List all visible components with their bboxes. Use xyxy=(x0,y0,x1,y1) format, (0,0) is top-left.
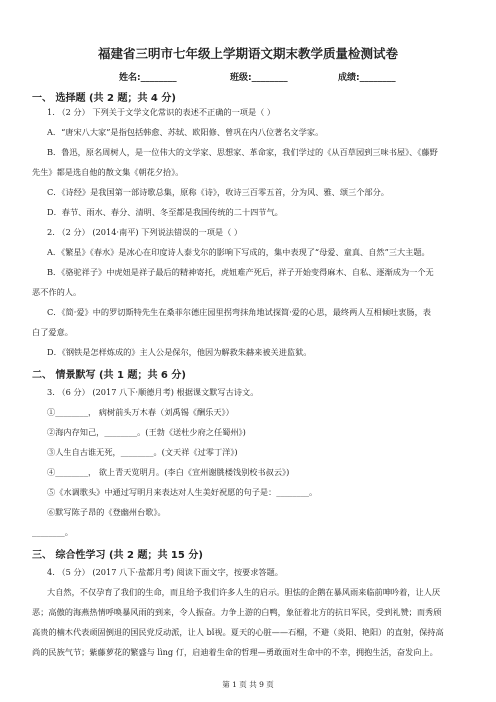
question-line: 1. （2 分） 下列关于文学文化常识的表述不正确的一项是（ ） xyxy=(47,107,276,117)
fill-blank-line: ⑤《水调歌头》中通过写明月来表达对人生美好祝愿的句子是：________。 xyxy=(47,487,318,497)
option-line: A．《繁星》《春水》是冰心在印度诗人泰戈尔的影响下写成的，集中表现了“母爱、童真、自然”三大主题。 xyxy=(47,247,430,257)
passage-line: 大自然，不仅孕育了我们的生命，而且给予我们许多人生的启示。胆怯的企鹅在暴风雨来临前呻吟着，让人厌 xyxy=(47,587,441,597)
option-line: B．鲁迅，原名周树人，是一位伟大的文学家、思想家、革命家，我们学过的《从百草园到三味书屋》、《藤野 xyxy=(47,147,438,157)
option-line: 先生》都是选自他的散文集《朝花夕拾》。 xyxy=(32,167,184,177)
passage-line: 尚的民族气节；紫藤萝花的繁盛与 lìng 仃，启迪着生命的哲理—勇敢面对生命中的不幸，拥抱生活，奋发向上。 xyxy=(32,647,438,657)
fill-blank-line: ⑥默写陈子昂的《登幽州台歌》。 xyxy=(47,507,166,517)
option-line: A．“唐宋八大家”是指包括韩愈、苏轼、欧阳修、曾巩在内八位著名文学家。 xyxy=(47,127,324,137)
option-line: 恶不作的人。 xyxy=(32,287,82,297)
option-line: C．《简·爱》中的罗切斯特先生在桑菲尔德庄园里拐弯抹角地试探简·爱的心思，最终两人互相倾吐衷肠，表 xyxy=(47,307,431,317)
question-line: 2. （2 分） (2014·南平) 下列说法错误的一项是（ ） xyxy=(47,227,243,237)
passage-line: 高贵的楠木代表顽固倒退的国民党反动派，让人 bǐ视。夏天的心脏——石榴，不避（炎阳、艳阳）的直射，保持高 xyxy=(32,627,444,637)
fill-blank-line: ________。 xyxy=(32,527,73,537)
fill-blank-line: ③人生自古谁无死，________。(文天祥《过零丁洋》) xyxy=(47,447,238,457)
fill-blank-line: ①________， 病树前头万木春（刘禹锡《酬乐天》） xyxy=(47,407,234,417)
name-field: 姓名:________ xyxy=(119,73,177,83)
section-heading: 二、 情景默写 (共 1 题；共 6 分) xyxy=(32,370,186,381)
score-field: 成绩:________ xyxy=(338,73,396,83)
option-line: 白了爱意。 xyxy=(32,327,73,337)
option-line: C．《诗经》是我国第一部诗歌总集，原称《诗》，收诗三百零五首，分为风、雅、颂三个部分。 xyxy=(47,187,389,197)
question-line: 3. （6 分） (2017 八下·顺德月考) 根据课文默写古诗文。 xyxy=(47,387,259,397)
section-heading: 一、 选择题 (共 2 题；共 4 分) xyxy=(32,93,176,104)
section-heading: 三、 综合性学习 (共 2 题；共 15 分) xyxy=(32,550,203,561)
option-line: D．《钢铁是怎样炼成的》主人公是保尔，他因为解救朱赫来被关进监狱。 xyxy=(47,347,312,357)
question-line: 4. （5 分） (2017 八下·盐都月考) 阅读下面文字，按要求答题。 xyxy=(47,567,283,577)
fill-blank-line: ②海内存知己，________。(王勃《送杜少府之任蜀州》) xyxy=(47,427,246,437)
option-line: B．《骆驼祥子》中虎妞是祥子最后的精神寄托，虎妞难产死后，祥子开始变得麻木、自私、逐渐成为一个无 xyxy=(47,267,434,277)
option-line: D．春节、雨水、春分、清明、冬至都是我国传统的二十四节气。 xyxy=(47,207,283,217)
page-title: 福建省三明市七年级上学期语文期末教学质量检测试卷 xyxy=(97,46,398,61)
page-footer: 第 1 页 共 9 页 xyxy=(222,680,274,689)
fill-blank-line: ④________， 欲上青天览明月。(李白《宣州谢朓楼饯别校书叔云》) xyxy=(47,467,290,477)
class-field: 班级:________ xyxy=(230,73,288,83)
passage-line: 恶；高傲的海燕热情呼唤暴风雨的到来，令人振奋。力争上游的白鸭，象征着北方的抗日军民，受到礼赞；而秀颀 xyxy=(32,607,442,617)
